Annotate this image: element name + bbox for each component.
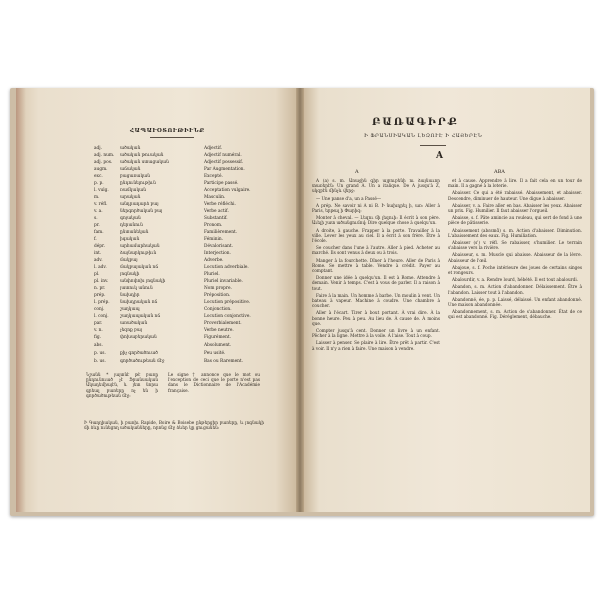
dictionary-entry: Abandon, s. m. Action d'abandonner. Délaissement. Être à l'abandon. Laisser tout à l'abandon. <box>448 284 582 295</box>
entries-column-1 <box>312 178 440 504</box>
legend-abbr: adj. pos. <box>94 160 113 165</box>
dictionary-entry: Compter jusqu'à cent. Donner un livre à un enfant. Pêcher à la ligne. Mettre à la voile. À l'aise. Tout à coup. <box>312 328 440 339</box>
dictionary-entry: A prép. Ne savoir ni A ni B. Ի նախդրել ի, առ։ Aller à Paris, երթալ ի Փարիզ։ <box>312 202 440 214</box>
legend-french: Acceptation vulgaire. <box>204 188 251 193</box>
entries-column-2 <box>448 178 582 504</box>
left-page-heading: ՀԱՊԱՒՕՏՈՒԹԻՒՆՔ <box>130 128 205 134</box>
legend-abbr: v. n. <box>94 328 103 333</box>
legend-french: Participe passé. <box>204 181 239 186</box>
legend-abbr: f. <box>94 237 97 242</box>
legend-armenian: գործածութեան մէջ <box>120 359 165 364</box>
legend-abbr: l. adv. <box>94 265 107 270</box>
legend-abbr: abs. <box>94 343 103 348</box>
legend-abbr: b. us. <box>94 359 106 364</box>
legend-abbr: pl. <box>94 272 100 277</box>
legend-abbr: p. p. <box>94 181 104 186</box>
legend-armenian: աճական <box>120 167 141 172</box>
dictionary-entry: Donner une idée à quelqu'un. Il est à Rome. Attendre à demain. Venir à temps. C'est à vous de parler. Il a raison à tout. <box>312 275 440 291</box>
legend-armenian: մակբայ <box>120 258 138 263</box>
legend-french: Masculin. <box>204 195 226 200</box>
legend-abbr: v. réfl. <box>94 202 108 207</box>
legend-abbr: int. <box>94 251 102 256</box>
legend-armenian: առածական <box>120 321 148 326</box>
legend-armenian: բացառական <box>120 174 150 179</box>
dictionary-entry: Abaisser (s') v. réfl. Se rabaisser, s'humilier. Le terrain s'abaisse vers la rivière. <box>448 240 582 251</box>
legend-french: Locution adverbiale. <box>204 265 249 270</box>
running-head-left: A <box>355 169 359 175</box>
legend-abbr: v. a. <box>94 209 103 214</box>
legend-armenian: մակբայական ոճ <box>120 265 159 270</box>
legend-french: Par Augmentation. <box>204 167 245 172</box>
page-edge-stain <box>16 88 26 512</box>
legend-armenian: ածական ստացական <box>120 160 169 165</box>
legend-french: Adjectif possessif. <box>204 160 244 165</box>
legend-abbr: l. vulg. <box>94 188 109 193</box>
note-french: Le signe † annonce que le mot ou l'exception de ceci que le porte n'est pas dans le Dictionnaire de l'Académie française. <box>168 372 260 393</box>
legend-armenian: անդրադարձ բայ <box>120 202 159 207</box>
legend-french: Pronom. <box>204 223 223 228</box>
legend-abbr: exc. <box>94 174 103 179</box>
footer-note: Ի Գաղղիական, ի բառիւ Rapide, Boire & Boisebe ընթերցիր բառերը, և յոգնակի մի ձևը ունեցող ածականները, որոնց մէջ ձևեր կը ցուցանեն։ <box>84 420 264 431</box>
legend-french: Féminin. <box>204 237 224 242</box>
legend-armenian: նախդիր <box>120 293 140 298</box>
legend-armenian: նախդրական ոճ <box>120 300 158 305</box>
dictionary-entry: Abandonnement, s. m. Action de s'abandonner. État de ce qui est abandonné. Fig. Déréglement, débauche. <box>448 309 582 320</box>
legend-french: Figurément. <box>204 335 231 340</box>
legend-abbr: l. conj. <box>94 314 109 319</box>
legend-armenian: ռամկական <box>120 188 146 193</box>
legend-armenian: յատուկ անուն <box>120 286 153 291</box>
heading-rule <box>150 137 194 138</box>
legend-armenian: շաղկապ <box>120 307 140 312</box>
legend-french: Verbe neutre. <box>204 328 234 333</box>
dictionary-entry: et à cause. Apprendre à lire. Il a fait cela en un tour de main. Il a gagné à la loterie. <box>448 178 582 189</box>
dictionary-entry: — Une panse d'a, un a Passé— <box>316 195 382 201</box>
dictionary-entry: A (a) s. m. Առաջին գիր այբուբենի ու ձայնաւոր տառերէն։ Un grand A. Un a italique. De A jusqu'à Z, սկզբէն մինչև վերջ։ <box>312 178 440 194</box>
legend-abbr: l. prép. <box>94 300 110 305</box>
section-letter: A <box>436 151 443 161</box>
dictionary-entry: Abaisse, s. f. Pâte amincie au rouleau, qui sert de fond à une pièce de pâtisserie. <box>448 215 582 226</box>
legend-armenian: իգական <box>120 237 140 242</box>
legend-abbr: n. pr. <box>94 286 106 291</box>
legend-abbr: pl. inv. <box>94 279 109 284</box>
dictionary-entry: Abandonné, ée, p. p. Laissé, délaissé. Un enfant abandonné. Une maison abandonnée. <box>448 296 582 308</box>
legend-armenian: յոգնակի <box>120 272 140 277</box>
legend-french: Verbe actif. <box>204 209 229 214</box>
dictionary-entry: Abalourdir, v. a. Rendre lourd, hébété. Il est tout abalourdi. <box>452 277 579 283</box>
legend-armenian: ներգործական բայ <box>120 209 163 214</box>
legend-abbr: s. <box>94 216 98 221</box>
dictionary-entry: Abaisser. Ce qui a été rabaissé. Abaissement, et abaisser. Descendre, diminuer de hauteur. Une digue à abaisser. <box>448 190 582 201</box>
legend-armenian: արհամարհական <box>120 244 160 249</box>
abbreviation-legend-extra <box>94 342 274 372</box>
legend-armenian: արական <box>120 195 141 200</box>
dictionary-entry: Abaissement (abɛsmɑ̃) s. m. Action d'abaisser. Diminution. L'abaissement des eaux. Fig. Humiliation. <box>448 227 582 238</box>
legend-armenian: ընդունելութիւն <box>120 181 156 186</box>
legend-french: Nom propre. <box>204 286 232 291</box>
legend-abbr: dépr. <box>94 244 105 249</box>
legend-french: Préposition. <box>204 293 231 298</box>
book-gutter <box>296 88 304 512</box>
legend-abbr: conj. <box>94 307 105 312</box>
legend-armenian: դերանուն <box>120 223 143 228</box>
legend-armenian: փոխաբերական <box>120 335 157 340</box>
dictionary-entry: Manger à la fourchette. Dîner à l'heure. Aller de Paris à Rome. Se mettre à table. Vendre à crédit. Payer au comptant. <box>312 257 440 274</box>
dictionary-entry: Abaisseur, s. m. Muscle qui abaisse. Abaisseur de la lèvre. Abaisseur de l'œil. <box>448 252 582 263</box>
legend-armenian: քիչ գործածուած <box>120 351 158 356</box>
legend-french: Locution conjonctive. <box>204 314 251 319</box>
legend-abbr: fam. <box>94 230 104 235</box>
legend-abbr: prép. <box>94 293 106 298</box>
dictionary-entry: Abajoue, s. f. Poche intérieure des joues de certains singes et rongeurs. <box>448 264 582 276</box>
legend-abbr: p. us. <box>94 351 106 356</box>
dictionary-title: ԲԱՌԱԳԻՐՔ <box>372 117 459 128</box>
legend-french: Adverbe. <box>204 258 224 263</box>
legend-armenian: ածական <box>120 146 141 151</box>
legend-french: Verbe réfléchi. <box>204 202 236 207</box>
legend-abbr: par. <box>94 321 103 326</box>
legend-abbr: adj. <box>94 146 103 151</box>
dictionary-subtitle: Ի ՖՐԱՆՍԻԱԿԱՆ ԼԵԶՈՒԷ Ի ՀԱՅԵՐԷՆ <box>364 133 483 139</box>
legend-abbr: augm. <box>94 167 108 172</box>
legend-abbr: adj. num. <box>94 153 115 158</box>
legend-armenian: ձայնարկութիւն <box>120 251 157 256</box>
running-head-right: ABA <box>494 169 505 175</box>
legend-french: Adjectif. <box>204 146 223 151</box>
dictionary-entry: Faire à la main. Un homme à barbe. Un moulin à vent. Un bateau à vapeur. Machine à coudre. Une chambre à coucher. <box>312 292 440 309</box>
legend-armenian: անփոփոխ յոգնակի <box>120 279 166 284</box>
legend-armenian: շաղկապական ոճ <box>120 314 161 319</box>
legend-french: Excepté. <box>204 174 223 179</box>
legend-armenian: ածական թուական <box>120 153 164 158</box>
note-armenian: Նշանն * յայտնէ թէ բառը ընդունուած չէ Ֆրանսական Ակադեմիայէն, և յետ նորա գրեալ բառերը ոչ են ի գործածութեան մէջ։ <box>86 372 158 398</box>
dictionary-entry: Se coucher dans l'une à l'autre. Aller à pied. Acheter au marché. Ils sont venus à deux ou à trois. <box>312 245 440 256</box>
abbreviation-legend <box>94 145 274 345</box>
legend-abbr: adv. <box>94 258 103 263</box>
dictionary-entry: Abaisser, v. a. Faire aller en bas. Abaisser les yeux. Abaisser un prix. Fig. Humilier. Il faut abaisser l'orgueil. <box>448 202 582 214</box>
legend-french: Substantif. <box>204 216 228 221</box>
legend-french: Peu usité. <box>204 351 226 356</box>
legend-abbr: pr. <box>94 223 100 228</box>
legend-french: Adjectif numéral. <box>204 153 242 158</box>
legend-french: Pluriel. <box>204 272 220 277</box>
legend-french: Pluriel invariable. <box>204 279 243 284</box>
legend-french: Bas ou Rarement. <box>204 359 243 364</box>
legend-french: Proverbialement. <box>204 321 242 326</box>
legend-french: Conjonction. <box>204 307 232 312</box>
legend-french: Familièrement. <box>204 230 238 235</box>
legend-armenian: գոյական <box>120 216 141 221</box>
dictionary-entry: A droite, à gauche. Frapper à la porte. Travailler à la ville. Lever les yeux au ciel. Il a écrit à son frère. Être à l'école. <box>312 227 440 244</box>
legend-armenian: չեզոք բայ <box>120 328 143 333</box>
legend-french: Locution prépositive. <box>204 300 251 305</box>
dictionary-entry: Laisser à penser. Se plaire à lire. Être prêt à partir. C'est à voir. Il n'y a rien à faire. Une maison à vendre. <box>312 340 440 351</box>
dictionary-entry: Aller à l'écart. Tirer à bout portant. À vrai dire. À la bonne heure. Peu à peu. Au lieu de. À cause de. À moins que. <box>312 310 440 326</box>
legend-abbr: m. <box>94 195 100 200</box>
legend-french: Dévalorisant. <box>204 244 233 249</box>
legend-abbr: fig. <box>94 335 101 340</box>
legend-french: Interjection. <box>204 251 231 256</box>
legend-armenian: ընտանեկան <box>120 230 149 235</box>
dictionary-entry: Monter à cheval. — Լեզու մի լեզուի։ Il écrit à son père. Աւելի շատ ածանցումով։ Dire quelque chose à quelqu'un. <box>312 215 440 226</box>
legend-french: Absolument. <box>204 343 232 348</box>
title-rule <box>420 145 446 146</box>
